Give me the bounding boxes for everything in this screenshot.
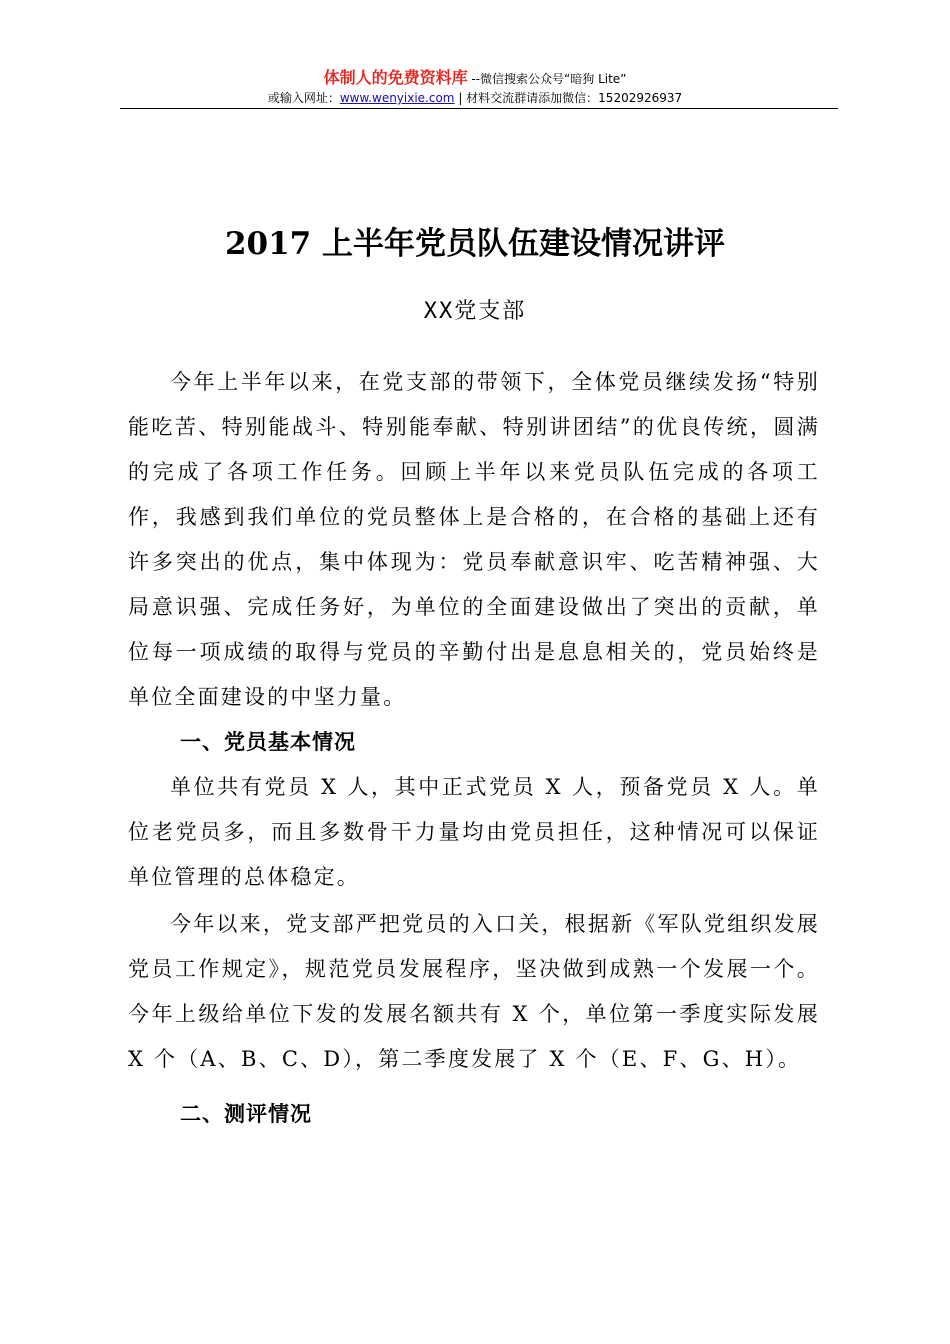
header-slogan: --微信搜索公众号“暗狗 Lite” bbox=[467, 72, 627, 86]
page-header bbox=[0, 68, 950, 106]
intro-paragraph: 今年上半年以来，在党支部的带领下，全体党员继续发扬“特别能吃苦、特别能战斗、特别能奉献、特别讲团结”的优良传统，圆满的完成了各项工作任务。回顾上半年以来党员队伍完成的各项工作，我感到我们单位的党员整体上是合格的，在合格的基础上还有许多突出的优点，集中体现为：党员奉献意识牢、吃苦精神强、大局意识强、完成任务好，为单位的全面建设做出了突出的贡献，单位每一项成绩的取得与党员的辛勤付出是息息相关的，党员始终是单位全面建设的中坚力量。 bbox=[128, 370, 820, 709]
header-divider bbox=[120, 108, 838, 109]
header-promo-line bbox=[0, 68, 950, 89]
header-url-link[interactable]: www.wenyixie.com bbox=[339, 91, 455, 105]
document-organization: XX党支部 bbox=[423, 299, 527, 324]
section-heading-basic-info: 一、党员基本情况 bbox=[180, 730, 356, 754]
header-wechat-contact: | 材料交流群请添加微信：15202926937 bbox=[454, 91, 683, 105]
document-title: 2017 上半年党员队伍建设情况讲评 bbox=[224, 226, 726, 262]
section1-paragraph-development: 今年以来，党支部严把党员的入口关，根据新《军队党组织发展党员工作规定》，规范党员发展程序，坚决做到成熟一个发展一个。今年上级给单位下发的发展名额共有 X 个，单位第一季度实际发展 X 个（A、B、C、D），第二季度发展了 X 个（E、F、G、H）。 bbox=[128, 912, 820, 1071]
section-heading-evaluation: 二、测评情况 bbox=[180, 1102, 312, 1126]
header-brand: 体制人的免费资料库 bbox=[323, 68, 468, 87]
header-contact-line bbox=[0, 90, 950, 106]
document-body bbox=[128, 360, 820, 1137]
section1-paragraph-members: 单位共有党员 X 人，其中正式党员 X 人，预备党员 X 人。单位老党员多，而且多数骨干力量均由党员担任，这种情况可以保证单位管理的总体稳定。 bbox=[128, 775, 820, 889]
header-url-prefix: 或输入网址： bbox=[267, 91, 340, 105]
